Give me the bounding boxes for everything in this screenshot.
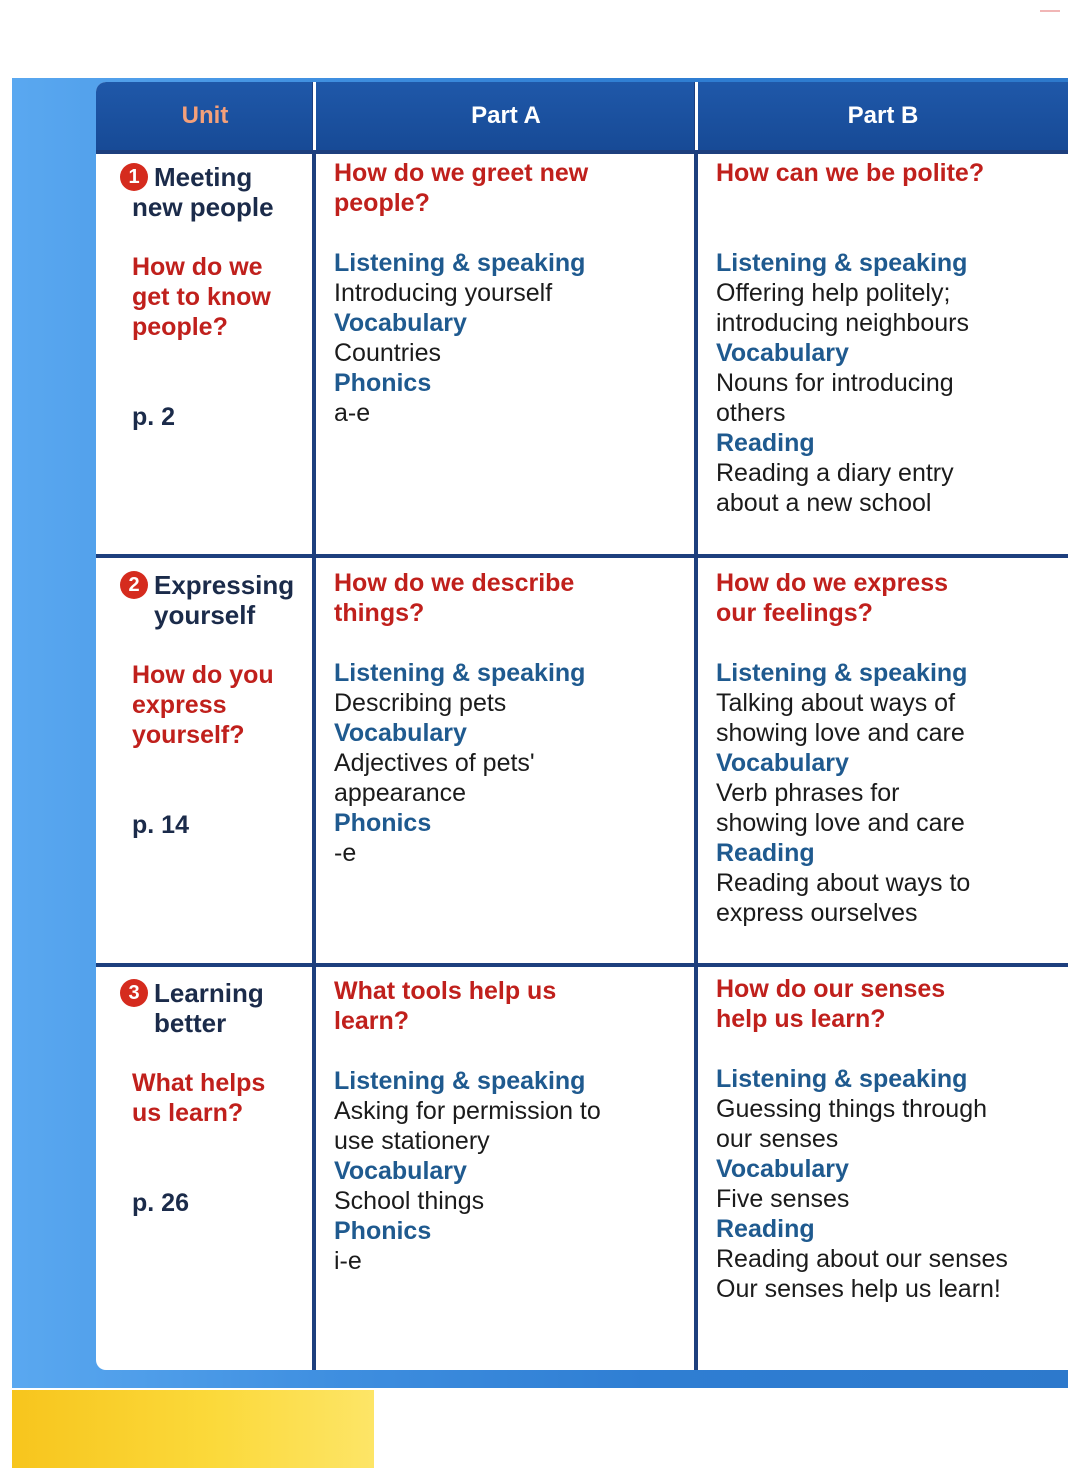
vocabulary-heading: Vocabulary — [334, 1157, 467, 1185]
unit-2-title-line: Expressing — [154, 570, 295, 600]
question-line: What tools help us — [334, 977, 557, 1005]
vocabulary-topic: Verb phrases for — [716, 779, 900, 807]
unit-2-part-a — [334, 568, 689, 868]
phonics-topic: a-e — [334, 399, 371, 427]
listening-topic: Describing pets — [334, 689, 507, 717]
unit-1-page-ref: p. 2 — [132, 403, 176, 431]
row-divider-2 — [96, 963, 1068, 967]
listening-topic: Asking for permission to — [334, 1097, 601, 1125]
unit-1-part-b-question — [716, 158, 1066, 188]
question-line: things? — [334, 599, 425, 627]
phonics-topic: i-e — [334, 1247, 362, 1275]
unit-2-part-a-question — [334, 568, 689, 628]
listening-speaking-heading: Listening & speaking — [716, 249, 968, 277]
phonics-heading: Phonics — [334, 809, 432, 837]
reading-topic: Reading about ways to — [716, 869, 971, 897]
unit-2-number-badge: 2 — [120, 571, 148, 599]
contents-table — [96, 82, 1068, 1370]
unit-3-part-b — [716, 974, 1066, 1304]
question-line: How do we describe — [334, 569, 575, 597]
vocabulary-topic: School things — [334, 1187, 485, 1215]
unit-2-title-line: yourself — [154, 600, 256, 630]
unit-3-part-a-question — [334, 976, 689, 1036]
listening-topic: Guessing things through — [716, 1095, 988, 1123]
reading-heading: Reading — [716, 839, 815, 867]
unit-3-title-line: better — [154, 1008, 227, 1038]
question-line: How can we be polite? — [716, 159, 985, 187]
unit-1-part-b — [716, 158, 1066, 518]
listening-topic: our senses — [716, 1125, 839, 1153]
header-divider-2 — [695, 82, 698, 150]
header-unit: Unit — [181, 102, 229, 129]
vocabulary-heading: Vocabulary — [716, 339, 849, 367]
question-line: people? — [334, 189, 430, 217]
column-divider-2 — [694, 82, 698, 1370]
unit-2-part-b-question — [716, 568, 1066, 628]
unit-1-question-line: people? — [132, 313, 228, 341]
unit-1-title — [128, 162, 310, 222]
unit-1-question-line: How do we — [132, 253, 263, 281]
unit-3-part-b-question — [716, 974, 1066, 1034]
unit-2-question-line: yourself? — [132, 721, 245, 749]
question-line: help us learn? — [716, 1005, 886, 1033]
vocabulary-topic: Countries — [334, 339, 441, 367]
vocabulary-heading: Vocabulary — [716, 749, 849, 777]
reading-heading: Reading — [716, 1215, 815, 1243]
question-line: our feelings? — [716, 599, 873, 627]
phonics-heading: Phonics — [334, 1217, 432, 1245]
listening-speaking-heading: Listening & speaking — [716, 659, 968, 687]
header-part-b: Part B — [847, 102, 919, 129]
vocabulary-heading: Vocabulary — [716, 1155, 849, 1183]
unit-2-big-question — [132, 660, 310, 750]
unit-2-question-line: express — [132, 691, 227, 719]
unit-2-title — [128, 570, 310, 630]
listening-topic: Introducing yourself — [334, 279, 553, 307]
unit-1-title-line: new people — [132, 192, 274, 222]
unit-3-title — [128, 978, 310, 1038]
unit-1-big-question — [132, 252, 310, 342]
phonics-heading: Phonics — [334, 369, 432, 397]
unit-1-cell — [128, 162, 310, 432]
question-line: How do we greet new — [334, 159, 589, 187]
listening-speaking-heading: Listening & speaking — [334, 249, 586, 277]
phonics-topic: -e — [334, 839, 357, 867]
row-divider-1 — [96, 554, 1068, 558]
unit-1-title-line: Meeting — [154, 162, 253, 192]
vocabulary-topic: appearance — [334, 779, 467, 807]
question-line: How do we express — [716, 569, 949, 597]
listening-topic: showing love and care — [716, 719, 965, 747]
vocabulary-heading: Vocabulary — [334, 719, 467, 747]
listening-topic: Offering help politely; — [716, 279, 951, 307]
reading-topic: Reading a diary entry — [716, 459, 954, 487]
question-line: How do our senses — [716, 975, 946, 1003]
question-line: learn? — [334, 1007, 410, 1035]
yellow-footer-block — [12, 1390, 374, 1468]
vocabulary-topic: Adjectives of pets' — [334, 749, 535, 777]
vocabulary-topic: Nouns for introducing — [716, 369, 954, 397]
unit-3-part-a — [334, 976, 689, 1276]
unit-3-page-ref: p. 26 — [132, 1189, 189, 1217]
unit-3-number-badge: 3 — [120, 979, 148, 1007]
unit-1-number-badge: 1 — [120, 163, 148, 191]
unit-2-cell — [128, 570, 310, 840]
listening-speaking-heading: Listening & speaking — [334, 1067, 586, 1095]
unit-1-part-a-question — [334, 158, 689, 218]
header-row-divider — [96, 150, 1068, 154]
header-part-a: Part A — [471, 102, 541, 129]
column-divider-1 — [312, 82, 316, 1370]
table-header-row — [96, 82, 1068, 150]
vocabulary-topic: Five senses — [716, 1185, 850, 1213]
reading-topic: Our senses help us learn! — [716, 1275, 1001, 1303]
unit-1-part-a — [334, 158, 689, 428]
listening-topic: use stationery — [334, 1127, 490, 1155]
reading-topic: express ourselves — [716, 899, 918, 927]
listening-topic: Talking about ways of — [716, 689, 956, 717]
listening-speaking-heading: Listening & speaking — [334, 659, 586, 687]
unit-2-page-ref: p. 14 — [132, 811, 189, 839]
unit-2-question-line: How do you — [132, 661, 274, 689]
unit-3-question-line: What helps — [132, 1069, 266, 1097]
vocabulary-topic: showing love and care — [716, 809, 965, 837]
unit-3-cell — [128, 978, 310, 1218]
unit-3-question-line: us learn? — [132, 1099, 244, 1127]
unit-2-part-b — [716, 568, 1066, 928]
listening-speaking-heading: Listening & speaking — [716, 1065, 968, 1093]
reading-topic: Reading about our senses — [716, 1245, 1008, 1273]
reading-topic: about a new school — [716, 489, 932, 517]
reading-heading: Reading — [716, 429, 815, 457]
vocabulary-topic: others — [716, 399, 786, 427]
unit-3-title-line: Learning — [154, 978, 264, 1008]
vocabulary-heading: Vocabulary — [334, 309, 467, 337]
corner-mark — [1040, 10, 1060, 12]
listening-topic: introducing neighbours — [716, 309, 969, 337]
header-divider-1 — [313, 82, 316, 150]
unit-1-question-line: get to know — [132, 283, 271, 311]
unit-3-big-question — [132, 1068, 310, 1128]
